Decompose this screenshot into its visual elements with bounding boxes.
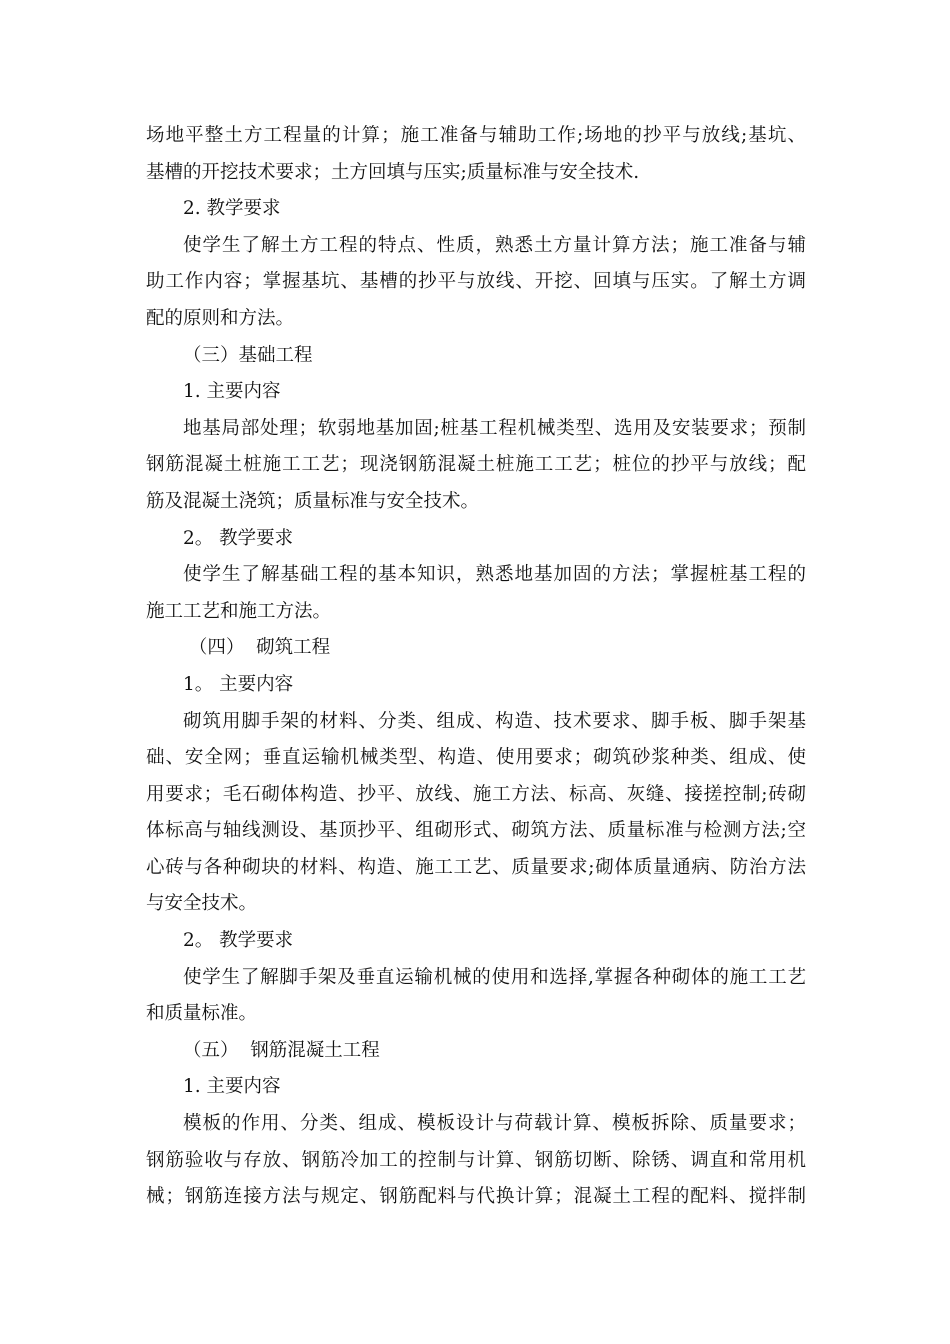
section-heading: 2。 教学要求 (183, 930, 294, 952)
paragraph-line: 使学生了解脚手架及垂直运输机械的使用和选择,掌握各种砌体的施工工艺 (183, 966, 806, 988)
paragraph-line: 筋及混凝土浇筑；质量标准与安全技术。 (146, 490, 480, 512)
paragraph (146, 228, 806, 338)
section-heading: 2. 教学要求 (183, 198, 281, 220)
paragraph (146, 557, 806, 630)
paragraph-line: 使学生了解土方工程的特点、性质，熟悉土方量计算方法；施工准备与辅 (183, 234, 806, 256)
paragraph-line: 使学生了解基础工程的基本知识，熟悉地基加固的方法；掌握桩基工程的 (183, 564, 806, 586)
paragraph (146, 960, 806, 1033)
paragraph-line: 钢筋混凝土桩施工工艺；现浇钢筋混凝土桩施工工艺；桩位的抄平与放线；配 (146, 454, 806, 476)
paragraph-line: 钢筋验收与存放、钢筋冷加工的控制与计算、钢筋切断、除锈、调直和常用机 (146, 1149, 806, 1171)
paragraph-line: 和质量标准。 (146, 1003, 258, 1025)
paragraph-line: 场地平整土方工程量的计算；施工准备与辅助工作;场地的抄平与放线;基坑、 (146, 125, 806, 146)
paragraph-line: 与安全技术。 (146, 893, 258, 915)
section-heading: 1. 主要内容 (183, 381, 281, 403)
paragraph-line: 础、安全网；垂直运输机械类型、构造、使用要求；砌筑砂浆种类、组成、使 (146, 747, 806, 769)
paragraph (146, 118, 806, 191)
paragraph-line: 助工作内容；掌握基坑、基槽的抄平与放线、开挖、回填与压实。了解土方调 (146, 271, 806, 293)
paragraph-line: 基槽的开挖技术要求；土方回填与压实;质量标准与安全技术. (146, 161, 640, 183)
paragraph-line: 模板的作用、分类、组成、模板设计与荷载计算、模板拆除、质量要求； (183, 1113, 806, 1135)
section-heading: （三）基础工程 (183, 344, 313, 366)
paragraph-line: 施工工艺和施工方法。 (146, 600, 332, 622)
paragraph-line: 体标高与轴线测设、基顶抄平、组砌形式、砌筑方法、质量标准与检测方法;空 (146, 820, 806, 842)
paragraph-line: 地基局部处理；软弱地基加固;桩基工程机械类型、选用及安装要求；预制 (183, 417, 806, 439)
paragraph (146, 411, 806, 521)
paragraph-line: 用要求；毛石砌体构造、抄平、放线、施工方法、标高、灰缝、接搓控制;砖砌 (146, 783, 806, 805)
paragraph (146, 1106, 806, 1216)
section-heading: （四） 砌筑工程 (183, 637, 331, 659)
section-heading: 1. 主要内容 (183, 1076, 281, 1098)
section-heading: 1。 主要内容 (183, 673, 294, 695)
section-heading: 2。 教学要求 (183, 527, 294, 549)
paragraph-line: 配的原则和方法。 (146, 307, 295, 329)
section-heading: （五） 钢筋混凝土工程 (183, 1039, 380, 1061)
document-body (146, 118, 806, 1216)
paragraph-line: 砌筑用脚手架的材料、分类、组成、构造、技术要求、脚手板、脚手架基 (183, 710, 806, 732)
paragraph (146, 704, 806, 924)
paragraph-line: 械；钢筋连接方法与规定、钢筋配料与代换计算；混凝土工程的配料、搅拌制 (146, 1186, 806, 1208)
paragraph-line: 心砖与各种砌块的材料、构造、施工工艺、质量要求;砌体质量通病、防治方法 (146, 856, 806, 878)
